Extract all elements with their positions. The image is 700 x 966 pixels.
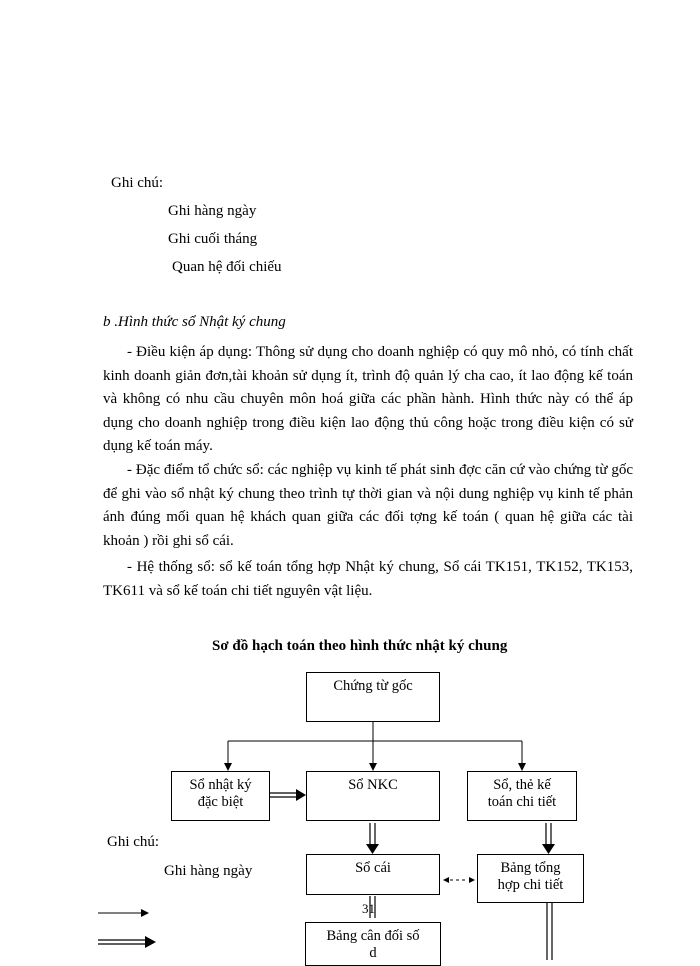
legend-item-monthly: Ghi cuối tháng — [168, 231, 258, 247]
box-detail-cards-label-1: Sổ, thẻ kế — [493, 777, 551, 793]
paragraph-book-system-text: - Hệ thống sổ: sổ kế toán tổng hợp Nhật ký chung, Sổ cái TK151, TK152, TK153, TK611 và sổ kế toán chi tiết nguyên vật liệu. — [103, 559, 633, 599]
dashed-reconcile-right-head — [469, 877, 475, 883]
legend-item-reconcile: Quan hệ đối chiếu — [172, 259, 282, 275]
box-detail-cards — [467, 771, 577, 821]
box-special-journal — [171, 771, 270, 821]
double-arrow-special-to-nkc-head — [296, 789, 306, 801]
paragraph-conditions-text: - Điều kiện áp dụng: Thông sử dụng cho doanh nghiệp có quy mô nhỏ, có tính chất kinh doanh giản đơn,tài khoản sử dụng ít, trình độ quản lý cha cao, ít lao động kế toán và không có nhu cầu chuyên môn hoá giữa các phần hành. Hình thức này có thể áp dụng cho doanh nghiệp trong điều kiện lao động thủ công hoặc trong điều kiện có sử dụng kế toán máy. — [103, 344, 633, 454]
diagram-title: Sơ đồ hạch toán theo hình thức nhật ký chung — [212, 638, 508, 654]
legend-title-bottom: Ghi chú: — [107, 834, 160, 850]
legend-bottom-daily: Ghi hàng ngày — [164, 863, 253, 879]
box-source-documents — [306, 672, 440, 722]
box-detail-summary — [477, 854, 584, 903]
box-general-journal-label: Sổ NKC — [348, 777, 398, 793]
box-special-journal-label-2: đặc biệt — [197, 794, 244, 810]
legend-item-daily: Ghi hàng ngày — [168, 203, 257, 219]
legend-arrow-double-head — [145, 936, 156, 948]
box-detail-cards-label-2: toán chi tiết — [487, 794, 557, 810]
section-heading: b .Hình thức sổ Nhật ký chung — [103, 314, 286, 330]
double-arrow-detail-to-summary-head — [542, 844, 555, 854]
paragraph-characteristics-text: - Đặc điểm tổ chức sổ: các nghiệp vụ kinh tế phát sinh đợc căn cứ vào chứng từ gốc để ghi vào sổ nhật ký chung theo trình tự thời gian và nội dung nghiệp vụ kinh tế phản ánh đúng mối quan hệ khách quan giữa các đối tợng kế toán ( quan hệ giữa các tài khoản ) rồi ghi sổ cái. — [103, 462, 633, 549]
double-arrow-nkc-to-ledger-head — [366, 844, 379, 854]
box-detail-summary-label-2: hợp chi tiết — [497, 877, 564, 893]
page-number: 31 — [362, 901, 375, 916]
box-source-documents-label: Chứng từ gốc — [333, 678, 413, 694]
box-balance-sheet-label-1: Bảng cân đối số — [326, 928, 420, 944]
box-ledger-label: Sổ cái — [355, 860, 391, 876]
box-general-journal — [306, 771, 440, 821]
box-balance-sheet — [305, 922, 441, 966]
box-balance-sheet-label-2: d — [369, 945, 377, 961]
box-ledger — [306, 854, 440, 895]
box-detail-summary-label-1: Bảng tổng — [500, 860, 561, 876]
dashed-reconcile-left-head — [443, 877, 449, 883]
legend-title-top: Ghi chú: — [111, 175, 164, 191]
box-special-journal-label-1: Sổ nhật ký — [189, 777, 252, 793]
